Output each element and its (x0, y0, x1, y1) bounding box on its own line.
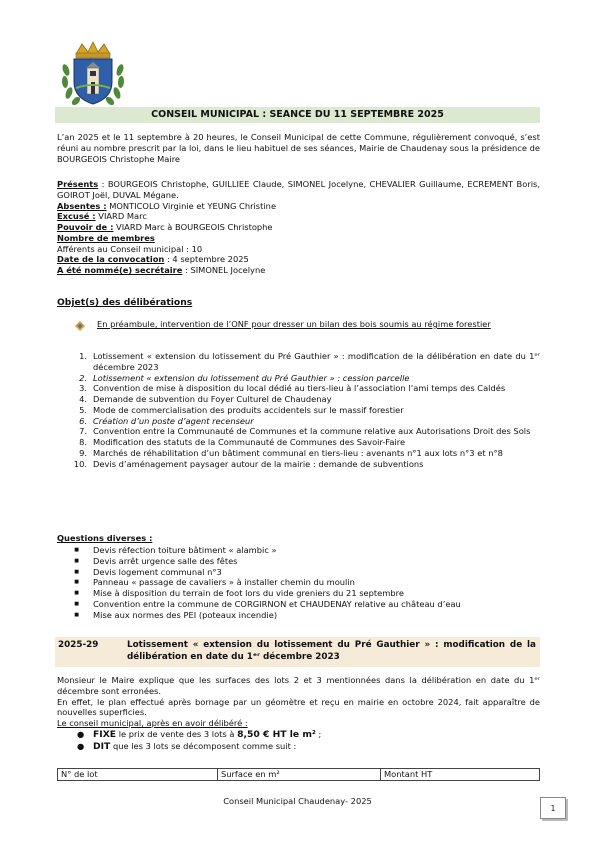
deliberation-title: Lotissement « extension du lotissement du Pré Gauthier » : modification de la délibération en date du 1ᵉʳ décembre 2023 (127, 640, 536, 662)
page-number: 1 (540, 797, 566, 819)
afferents-line: Afférents au Conseil municipal : 10 (57, 243, 203, 254)
table-header-cell: N° de lot (58, 769, 218, 781)
conseil-line: Le conseil municipal, après en avoir délibéré : (57, 718, 248, 729)
deliberation-paragraph-2: En effet, le plan effectué après bornage par un géomètre et reçu en mairie en octobre 2024, fait apparaître de nouvelles superficies. (57, 696, 540, 718)
absentes-label: Absentes : (57, 200, 107, 211)
list-item: 7. Convention entre la Communauté de Communes et la commune relative aux Autorisations Droit des Sols (79, 426, 531, 437)
table-row (58, 769, 540, 781)
deliberations-list (57, 351, 540, 470)
round-bullet-icon: ● (77, 740, 85, 751)
list-item: 2. Lotissement « extension du lotissement du Pré Gauthier » : cession parcelle (79, 372, 410, 383)
list-item: 1. Lotissement « extension du lotissement du Pré Gauthier » : modification de la délibération en date du 1ᵉʳ décembre 2023 (79, 351, 540, 372)
questions-heading: Questions diverses : (57, 533, 153, 543)
fixe-line: ● FIXE le prix de vente des 3 lots à 8,50 € HT le m² ; (77, 728, 322, 740)
round-bullet-icon: ● (77, 728, 85, 739)
list-item: ■ Devis logement communal n°3 (57, 567, 540, 578)
questions-list (57, 545, 540, 621)
table-header-cell: Surface en m² (218, 769, 381, 781)
preamble-text: En préambule, intervention de l’ONF pour dresser un bilan des bois soumis au régime forestier (97, 319, 491, 329)
secretaire-label: A été nommé(e) secrétaire (57, 265, 183, 276)
list-item: 8. Modification des statuts de la Communauté de Communes des Savoir-Faire (79, 437, 406, 448)
square-bullet-icon: ■ (74, 568, 79, 575)
square-bullet-icon: ■ (74, 600, 79, 607)
secretaire-line (57, 265, 540, 276)
excuse-line (57, 211, 540, 222)
convocation-label: Date de la convocation (57, 254, 165, 265)
list-item: 3. Convention de mise à disposition du local dédié au tiers-lieu à l’association l’ami temps des Caldés (79, 383, 506, 394)
pouvoir-value: VIARD Marc à BOURGEOIS Christophe (113, 222, 273, 233)
list-item: 5. Mode de commercialisation des produits accidentels sur le massif forestier (79, 404, 404, 415)
deliberation-header (55, 637, 540, 667)
square-bullet-icon: ■ (74, 557, 79, 564)
membres-label: Nombre de membres (57, 232, 155, 243)
list-item: ■ Mise aux normes des PEI (poteaux incendie) (57, 610, 540, 621)
presents-value: : BOURGEOIS Christophe, GUILLIEE Claude, SIMONEL Jocelyne, CHEVALIER Guillaume, ECREMENT Boris, GOIROT Joël, DUVAL Mégane. (57, 179, 540, 200)
presents-line (57, 179, 540, 201)
square-bullet-icon: ■ (74, 590, 79, 597)
list-item: 9. Marchés de réhabilitation d’un bâtiment communal en tiers-lieu : avenants n°1 aux lots n°3 et n°8 (79, 448, 503, 459)
square-bullet-icon: ■ (74, 547, 79, 553)
list-item: 4. Demande de subvention du Foyer Culturel de Chaudenay (79, 394, 332, 405)
list-item: 10. Devis d’aménagement paysager autour de la mairie : demande de subventions (73, 458, 424, 469)
list-item: ■ Convention entre la commune de CORGIRNON et CHAUDENAY relative au château d’eau (57, 599, 540, 610)
deliberation-body (57, 675, 540, 753)
list-item: ■ Devis arrêt urgence salle des fêtes (57, 556, 540, 567)
list-item: 6. Création d’un poste d’agent recenseur (79, 415, 254, 426)
convocation-line (57, 254, 540, 265)
convocation-value: : 4 septembre 2025 (164, 254, 249, 265)
square-bullet-icon: ■ (74, 611, 79, 618)
attendance-section (57, 179, 540, 276)
dit-line: ● DIT que les 3 lots se décomposent comme suit : (77, 740, 297, 752)
presents-label: Présents (57, 179, 99, 189)
lots-table (57, 768, 540, 781)
absentes-line (57, 201, 540, 212)
coat-of-arms-logo (58, 40, 128, 108)
list-item: ■ Devis réfection toiture bâtiment « alambic » (57, 545, 540, 556)
excuse-label: Excusé : (57, 211, 96, 222)
square-bullet-icon: ■ (74, 579, 79, 586)
preamble-item (57, 319, 540, 331)
table-header-cell: Montant HT (381, 769, 540, 781)
list-item: ■ Panneau « passage de cavaliers » à installer chemin du moulin (57, 577, 540, 588)
intro-paragraph: L’an 2025 et le 11 septembre à 20 heures, le Conseil Municipal de cette Commune, régulièrement convoqué, s’est réuni au nombre prescrit par la loi, dans le lieu habituel de ses séances, Mairie de Chaudenay sous la présidence de BOURGEOIS Christophe Maire (57, 132, 540, 164)
objets-heading: Objet(s) des délibérations (57, 297, 193, 308)
page-footer: Conseil Municipal Chaudenay- 2025 (223, 796, 372, 806)
deliberation-code: 2025-29 (58, 640, 99, 650)
pouvoir-line (57, 222, 540, 233)
list-item: ■ Mise à disposition du terrain de foot lors du vide greniers du 21 septembre (57, 588, 540, 599)
deliberation-paragraph-1: Monsieur le Maire explique que les surfaces des lots 2 et 3 mentionnées dans la délibération en date du 1ᵉʳ décembre sont erronées. (57, 675, 540, 696)
secretaire-value: : SIMONEL Jocelyne (182, 265, 266, 276)
excuse-value: VIARD Marc (95, 211, 147, 222)
diamond-bullet-icon (75, 321, 85, 331)
pouvoir-label: Pouvoir de : (57, 222, 114, 233)
page-title: CONSEIL MUNICIPAL : SEANCE DU 11 SEPTEMBRE 2025 (55, 107, 540, 123)
absentes-value: MONTICOLO Virginie et YEUNG Christine (106, 200, 277, 211)
